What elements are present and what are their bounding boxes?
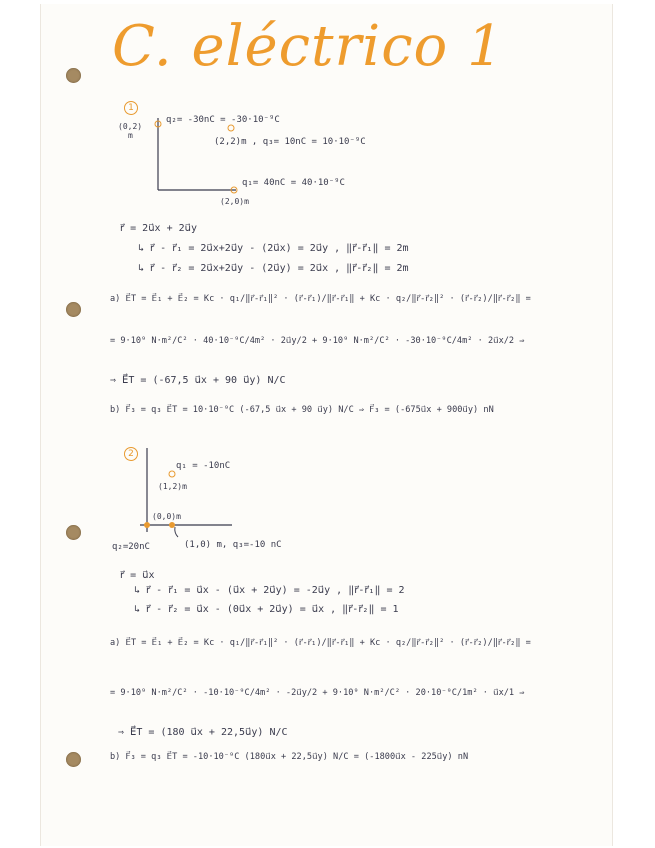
origin-label: (0,0)m — [152, 512, 181, 521]
point-q2-label: (0,2) — [118, 122, 143, 131]
equation-line: ↳ r⃗ - r⃗₁ = 2u⃗x+2u⃗y - (2u⃗x) = 2u⃗y , ‖r⃗-r⃗₁‖ = 2m — [138, 243, 409, 254]
equation-line: ↳ r⃗ - r⃗₂ = u⃗x - (0u⃗x + 2u⃗y) = u⃗x , ‖r⃗-r⃗₂‖ = 1 — [134, 604, 399, 615]
equation-line: = 9·10⁹ N·m²/C² · 40·10⁻⁹C/4m² · 2u⃗y/2 + 9·10⁹ N·m²/C² · -30·10⁻⁹C/4m² · 2u⃗x/2 ⇒ — [110, 336, 525, 346]
equation-line: ⇒ E⃗T = (-67,5 u⃗x + 90 u⃗y) N/C — [110, 375, 286, 386]
charge-q3-label: (2,2)m , q₃= 10nC = 10·10⁻⁹C — [214, 137, 366, 147]
page-title: C. eléctrico 1 — [112, 14, 504, 79]
equation-line: ↳ r⃗ - r⃗₁ = u⃗x - (u⃗x + 2u⃗y) = -2u⃗y , ‖r⃗-r⃗₁‖ = 2 — [134, 585, 405, 596]
equation-line: = 9·10⁹ N·m²/C² · -10·10⁻⁹C/4m² · -2u⃗y/2 + 9·10⁹ N·m²/C² · 20·10⁻⁹C/1m² · u⃗x/1 ⇒ — [110, 688, 525, 698]
charge-q2-label: q₂= -30nC = -30·10⁻⁹C — [166, 115, 280, 125]
unit-label: m — [128, 131, 133, 140]
equation-line: ↳ r⃗ - r⃗₂ = 2u⃗x+2u⃗y - (2u⃗y) = 2u⃗x , ‖r⃗-r⃗₂‖ = 2m — [138, 263, 409, 274]
problem1-number: 1 — [124, 101, 138, 115]
charge-q3-label: (1,0) m, q₃=-10 nC — [184, 540, 282, 550]
equation-line: r⃗ = 2u⃗x + 2u⃗y — [120, 223, 197, 234]
equation-line: a) E⃗T = E⃗₁ + E⃗₂ = Kc · q₁/‖r⃗-r⃗₁‖² · (r⃗-r⃗₁)/‖r⃗-r⃗₁‖ + Kc · q₂/‖r⃗-r⃗₂‖² · (r⃗-r⃗₂)/‖r⃗-r⃗₂‖ = — [110, 638, 531, 648]
point-q1-label: (1,2)m — [158, 482, 187, 491]
point-q1-label: (2,0)m — [220, 197, 249, 206]
charge-q1-label: q₁ = -10nC — [176, 461, 231, 471]
equation-line: b) F⃗₃ = q₃ E⃗T = -10·10⁻⁹C (180u⃗x + 22,5u⃗y) N/C = (-1800u⃗x - 225u⃗y) nN — [110, 752, 469, 762]
equation-line: b) F⃗₃ = q₃ E⃗T = 10·10⁻⁹C (-67,5 u⃗x + 90 u⃗y) N/C ⇒ F⃗₃ = (-675u⃗x + 900u⃗y) nN — [110, 405, 494, 415]
charge-q1-label: q₁= 40nC = 40·10⁻⁹C — [242, 178, 345, 188]
equation-line: a) E⃗T = E⃗₁ + E⃗₂ = Kc · q₁/‖r⃗-r⃗₁‖² · (r⃗-r⃗₁)/‖r⃗-r⃗₁‖ + Kc · q₂/‖r⃗-r⃗₂‖² · (r⃗-r⃗₂)/‖r⃗-r⃗₂‖ = — [110, 294, 531, 304]
equation-line: ⇒ E⃗T = (180 u⃗x + 22,5u⃗y) N/C — [118, 727, 288, 738]
charge-q2-label: q₂=20nC — [112, 542, 150, 552]
equation-line: r⃗ = u⃗x — [120, 570, 155, 581]
problem2-number: 2 — [124, 447, 138, 461]
